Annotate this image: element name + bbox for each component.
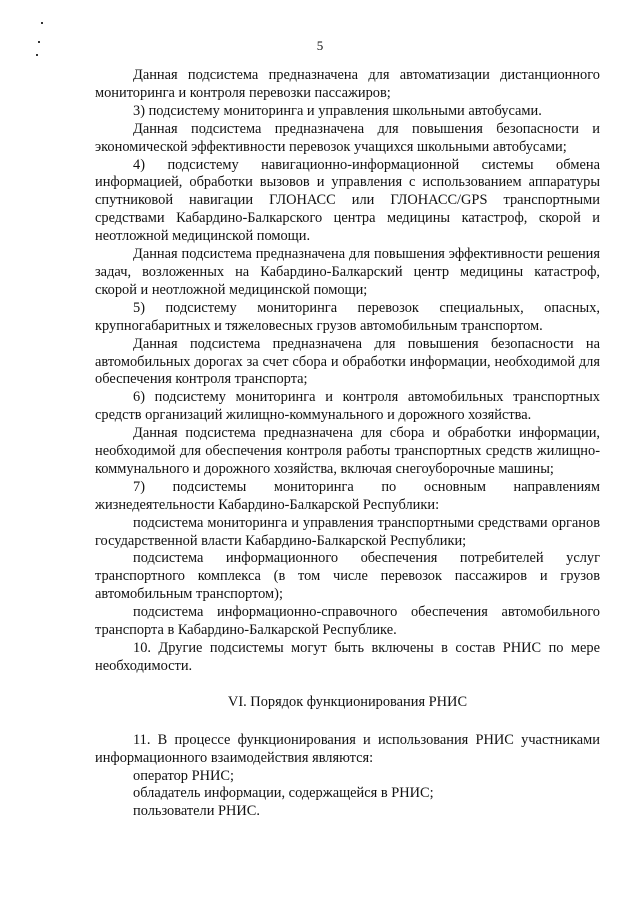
- paragraph: подсистема информационно-справочного обеспечения автомобильного транспорта в Кабардино-Балкарской Республике.: [95, 604, 600, 639]
- list-item: обладатель информации, содержащейся в РНИС;: [133, 785, 434, 802]
- list-item: пользователи РНИС.: [133, 803, 261, 820]
- scan-speck: [36, 54, 38, 56]
- paragraph: 10. Другие подсистемы могут быть включены в состав РНИС по мере необходимости.: [95, 640, 600, 674]
- body-text: [95, 67, 600, 821]
- paragraph: Данная подсистема предназначена для повышения безопасности на автомобильных дорогах за счет сбора и обработки информации, необходимой для обеспечения контроля транспорта;: [95, 335, 600, 388]
- paragraph: Данная подсистема предназначена для сбора и обработки информации, необходимой для обеспечения контроля работы транспортных средств жилищно-коммунального и дорожного хозяйства, включая снегоуборочные машины;: [95, 425, 600, 477]
- paragraph: Данная подсистема предназначена для автоматизации дистанционного мониторинга и контроля перевозки пассажиров;: [95, 67, 600, 101]
- scan-speck: [41, 22, 43, 24]
- list-item: оператор РНИС;: [133, 767, 234, 784]
- paragraph: Данная подсистема предназначена для повышения эффективности решения задач, возложенных на Кабардино-Балкарский центр медицины катастроф, скорой и неотложной медицинской помощи;: [95, 246, 600, 298]
- paragraph: Данная подсистема предназначена для повышения безопасности и экономической эффективности перевозок учащихся школьными автобусами;: [95, 120, 600, 155]
- paragraph: 5) подсистему мониторинга перевозок специальных, опасных, крупногабаритных и тяжеловесных грузов автомобильным транспортом.: [95, 299, 600, 334]
- page-number: 5: [316, 38, 324, 53]
- paragraph: подсистема информационного обеспечения потребителей услуг транспортного комплекса (в том числе перевозок пассажиров и грузов автомобильным транспортом);: [95, 550, 600, 603]
- paragraph: 4) подсистему навигационно-информационной системы обмена информацией, обработки вызовов и управления с использованием аппаратуры спутниковой навигации ГЛОНАСС или ГЛОНАСС/GPS транспортными средствами Кабардино-Балкарского центра медицины катастроф, скорой и неотложной медицинской помощи.: [95, 156, 600, 245]
- paragraph: 6) подсистему мониторинга и контроля автомобильных транспортных средств организаций жилищно-коммунального и дорожного хозяйства.: [95, 389, 600, 424]
- section-heading: VI. Порядок функционирования РНИС: [227, 693, 468, 710]
- paragraph: 7) подсистемы мониторинга по основным направлениям жизнедеятельности Кабардино-Балкарской Республики:: [95, 478, 600, 513]
- paragraph: 11. В процессе функционирования и использования РНИС участниками информационного взаимодействия являются:: [95, 731, 600, 766]
- paragraph: подсистема мониторинга и управления транспортными средствами органов государственной власти Кабардино-Балкарской Республики;: [95, 514, 600, 549]
- paragraph: 3) подсистему мониторинга и управления школьными автобусами.: [133, 102, 542, 119]
